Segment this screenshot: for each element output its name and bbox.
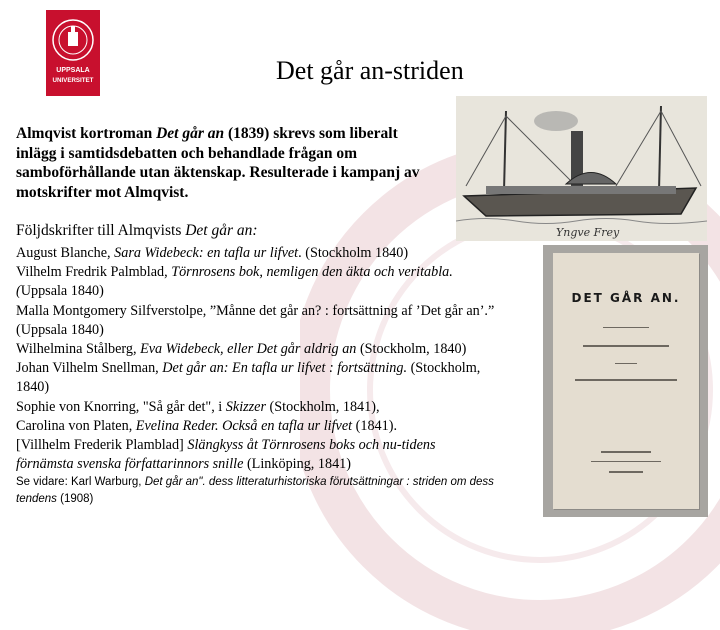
list-item: Sophie von Knorring, "Så går det", i Skizzer (Stockholm, 1841), bbox=[16, 398, 380, 415]
steamship-illustration bbox=[456, 96, 707, 241]
uppsala-university-logo bbox=[46, 10, 100, 96]
list-item: Wilhelmina Stålberg, Eva Widebeck, eller Det går aldrig an (Stockholm, 1840) bbox=[16, 341, 467, 358]
sources-heading: Följdskrifter till Almqvists Det går an: bbox=[16, 222, 258, 239]
intro-paragraph: Almqvist kortroman Det går an (1839) skrevs som liberalt inlägg i samtidsdebatten och behandlade frågan om samboförhållande utan äktenskap. Resulterade i kampanj av motskrifter mot Almqvist. bbox=[16, 125, 420, 201]
sources-list bbox=[16, 244, 496, 508]
page-title: Det går an-striden bbox=[276, 56, 464, 85]
book-title: DET GÅR AN. bbox=[571, 291, 681, 305]
book-cover-photo bbox=[543, 245, 708, 517]
list-item: Johan Vilhelm Snellman, Det går an: En tafla ur lifvet : fortsättning. (Stockholm, 1840) bbox=[16, 360, 481, 396]
list-item: Malla Montgomery Silfverstolpe, ”Månne det går an? : fortsättning af ’Det går an’.” (Uppsala 1840) bbox=[16, 302, 495, 338]
svg-text:Yngve Frey: Yngve Frey bbox=[556, 226, 620, 239]
list-item: Vilhelm Fredrik Palmblad, Törnrosens bok, nemligen den äkta och veritabla. (Uppsala 1840) bbox=[16, 264, 453, 300]
book-cover bbox=[553, 253, 699, 509]
list-item: August Blanche, Sara Widebeck: en tafla ur lifvet. (Stockholm 1840) bbox=[16, 245, 409, 261]
list-item: Carolina von Platen, Evelina Reder. Också en tafla ur lifvet (1841). bbox=[16, 417, 398, 434]
svg-text:UNIVERSITET: UNIVERSITET bbox=[52, 77, 94, 84]
footnote: Se vidare: Karl Warburg, Det går an". dess litteraturhistoriska förutsättningar : striden om dess tendens (1908) bbox=[16, 476, 494, 506]
svg-text:UPPSALA: UPPSALA bbox=[56, 67, 90, 74]
list-item: [Villhelm Frederik Plamblad] Slängkyss åt Törnrosens boks och nu-tidens förnämsta svenska författarinnors snille (Linköping, 1841) bbox=[16, 437, 436, 473]
